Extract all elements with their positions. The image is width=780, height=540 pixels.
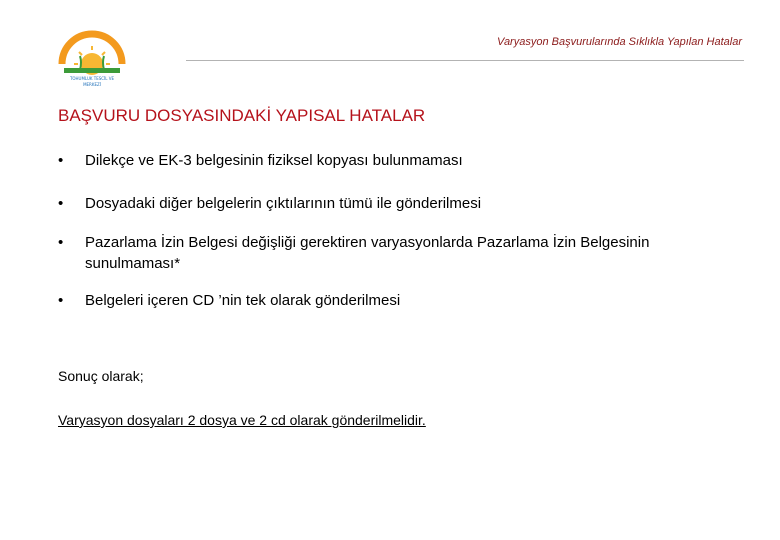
- organization-logo: [52, 24, 132, 94]
- svg-text:MERKEZİ: MERKEZİ: [83, 82, 101, 87]
- list-item: [58, 150, 738, 171]
- bullet-icon: •: [58, 152, 64, 169]
- bullet-text: Dosyadaki diğer belgelerin çıktılarının tümü ile gönderilmesi: [85, 195, 482, 212]
- header-title: Varyasyon Başvurularında Sıklıkla Yapılan Hatalar: [497, 36, 742, 48]
- slide-title: BAŞVURU DOSYASINDAKİ YAPISAL HATALAR: [58, 106, 426, 125]
- svg-text:TOHUMLUK TESCİL VE: TOHUMLUK TESCİL VE: [69, 76, 115, 81]
- list-item: [58, 193, 738, 214]
- conclusion-text: Varyasyon dosyaları 2 dosya ve 2 cd olarak gönderilmelidir.: [58, 412, 426, 428]
- bullet-text: Dilekçe ve EK-3 belgesinin fiziksel kopyası bulunmaması: [85, 152, 463, 169]
- conclusion-label: Sonuç olarak;: [58, 368, 144, 384]
- bullet-list: [58, 148, 738, 311]
- header-divider: [186, 60, 744, 61]
- bullet-icon: •: [58, 292, 64, 309]
- list-item: [58, 290, 738, 311]
- list-item: [58, 232, 738, 274]
- bullet-icon: •: [58, 195, 64, 212]
- bullet-icon: •: [58, 234, 64, 251]
- bullet-text: Belgeleri içeren CD ’nin tek olarak gönderilmesi: [85, 292, 401, 309]
- bullet-text: Pazarlama İzin Belgesi değişliği gerektiren varyasyonlarda Pazarlama İzin Belgesinin sunulmaması*: [85, 234, 650, 272]
